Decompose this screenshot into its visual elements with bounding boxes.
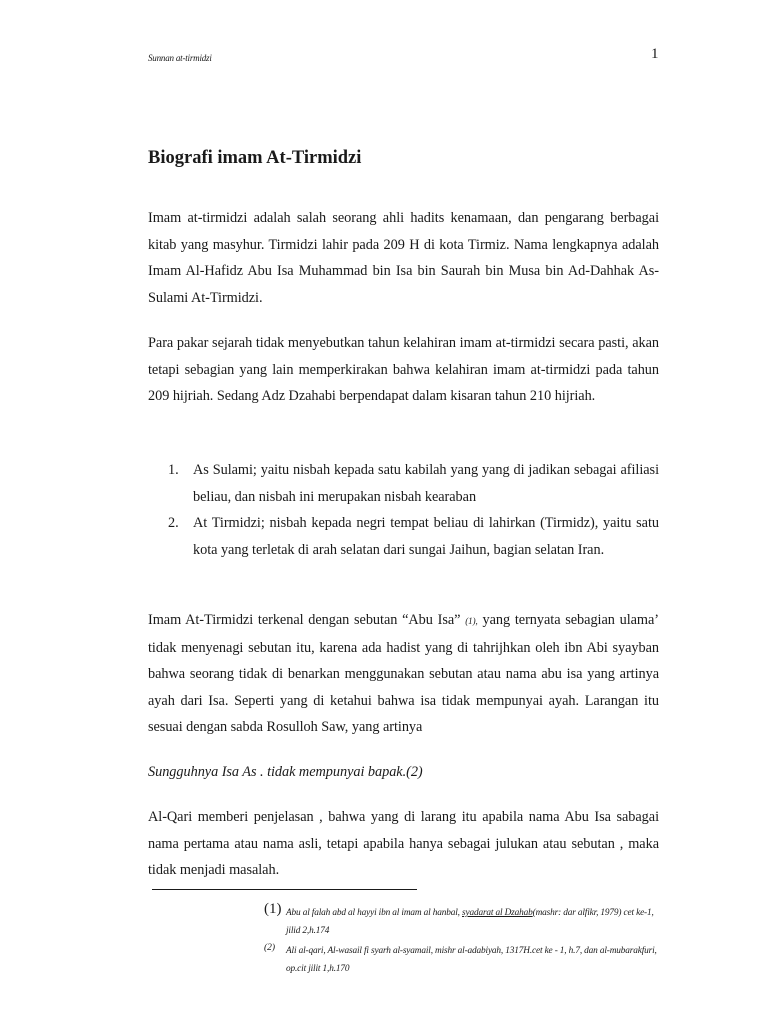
footnote-number: (1)	[264, 901, 282, 917]
footnotes	[264, 901, 659, 980]
footnote-book-title: syadarat al Dzahab	[462, 908, 533, 918]
running-header: Sunnan at-tirmidzi	[148, 53, 212, 63]
paragraph-intro: Imam at-tirmidzi adalah salah seorang ahli hadits kenamaan, dan pengarang berbagai kitab yang masyhur. Tirmidzi lahir pada 209 H di kota Tirmiz. Nama lengkapnya adalah Imam Al-Hafidz Abu Isa Muhammad bin Isa bin Saurah bin Musa bin Ad-Dahhak As-Sulami At-Tirmidzi.	[148, 210, 659, 306]
footnote-reference-1: (1),	[465, 616, 478, 626]
footnote-text-end: (mashr: dar alfikr, 1979) cet ke-1, jilid 2,h.174	[286, 908, 654, 936]
nisbah-list	[168, 457, 659, 563]
footnote-text-start: Abu al falah abd al hayyi ibn al imam al hanbal,	[286, 908, 462, 918]
footnote-divider	[152, 889, 417, 890]
footnote-text: Ali al-qari, Al-wasail fi syarh al-syamail, mishr al-adabiyah, 1317H.cet ke - 1, h.7, dan al-mubarakfuri, op.cit jilit 1,h.170	[286, 946, 657, 974]
footnote-number: (2)	[264, 943, 276, 953]
hadith-quote: Sungguhnya Isa As . tidak mempunyai bapak.(2)	[148, 764, 423, 780]
paragraph-al-qari: Al-Qari memberi penjelasan , bahwa yang di larang itu apabila nama Abu Isa sabagai nama pertama atau nama asli, tetapi apabila hanya sebagai julukan atau sebutan , maka tidak menjadi masalah.	[148, 809, 659, 879]
list-number: 1.	[168, 462, 179, 478]
footnote-text	[286, 904, 659, 940]
paragraph-abu-isa-text-1: Imam At-Tirmidzi terkenal dengan sebutan “Abu Isa”	[148, 612, 466, 628]
footnote-2	[264, 942, 659, 978]
paragraph-abu-isa	[148, 607, 659, 741]
footnote-1	[264, 901, 659, 940]
list-number: 2.	[168, 515, 179, 532]
list-item-text: As Sulami; yaitu nisbah kepada satu kabilah yang yang di jadikan sebagai afiliasi beliau, dan nisbah ini merupakan nisbah kearaban	[193, 462, 659, 505]
document-title: Biografi imam At-Tirmidzi	[148, 148, 362, 168]
paragraph-birth-year: Para pakar sejarah tidak menyebutkan tahun kelahiran imam at-tirmidzi secara pasti, akan tetapi sebagian yang lain memperkirakan bahwa kelahiran imam at-tirmidzi pada tahun 209 hijriah. Sedang Adz Dzahabi berpendapat dalam kisaran tahun 210 hijriah.	[148, 335, 659, 405]
list-item-text: At Tirmidzi; nisbah kepada negri tempat beliau di lahirkan (Tirmidz), yaitu satu kota yang terletak di arah selatan dari sungai Jaihun, bagian selatan Iran.	[193, 515, 659, 558]
list-item	[168, 510, 659, 563]
page-number: 1	[651, 46, 659, 62]
paragraph-abu-isa-text-2: yang ternyata sebagian ulama’ tidak menyenagi sebutan itu, karena ada hadist yang di tahrijhkan oleh ibn Abi syayban bahwa seorang tidak di benarkan menggunakan sebutan atau nama abu isa yang artinya ayah dari Isa. Seperti yang di ketahui bahwa isa tidak mempunyai ayah. Larangan itu sesuai dengan sabda Rosulloh Saw, yang artinya	[148, 612, 660, 736]
list-item	[168, 457, 659, 510]
